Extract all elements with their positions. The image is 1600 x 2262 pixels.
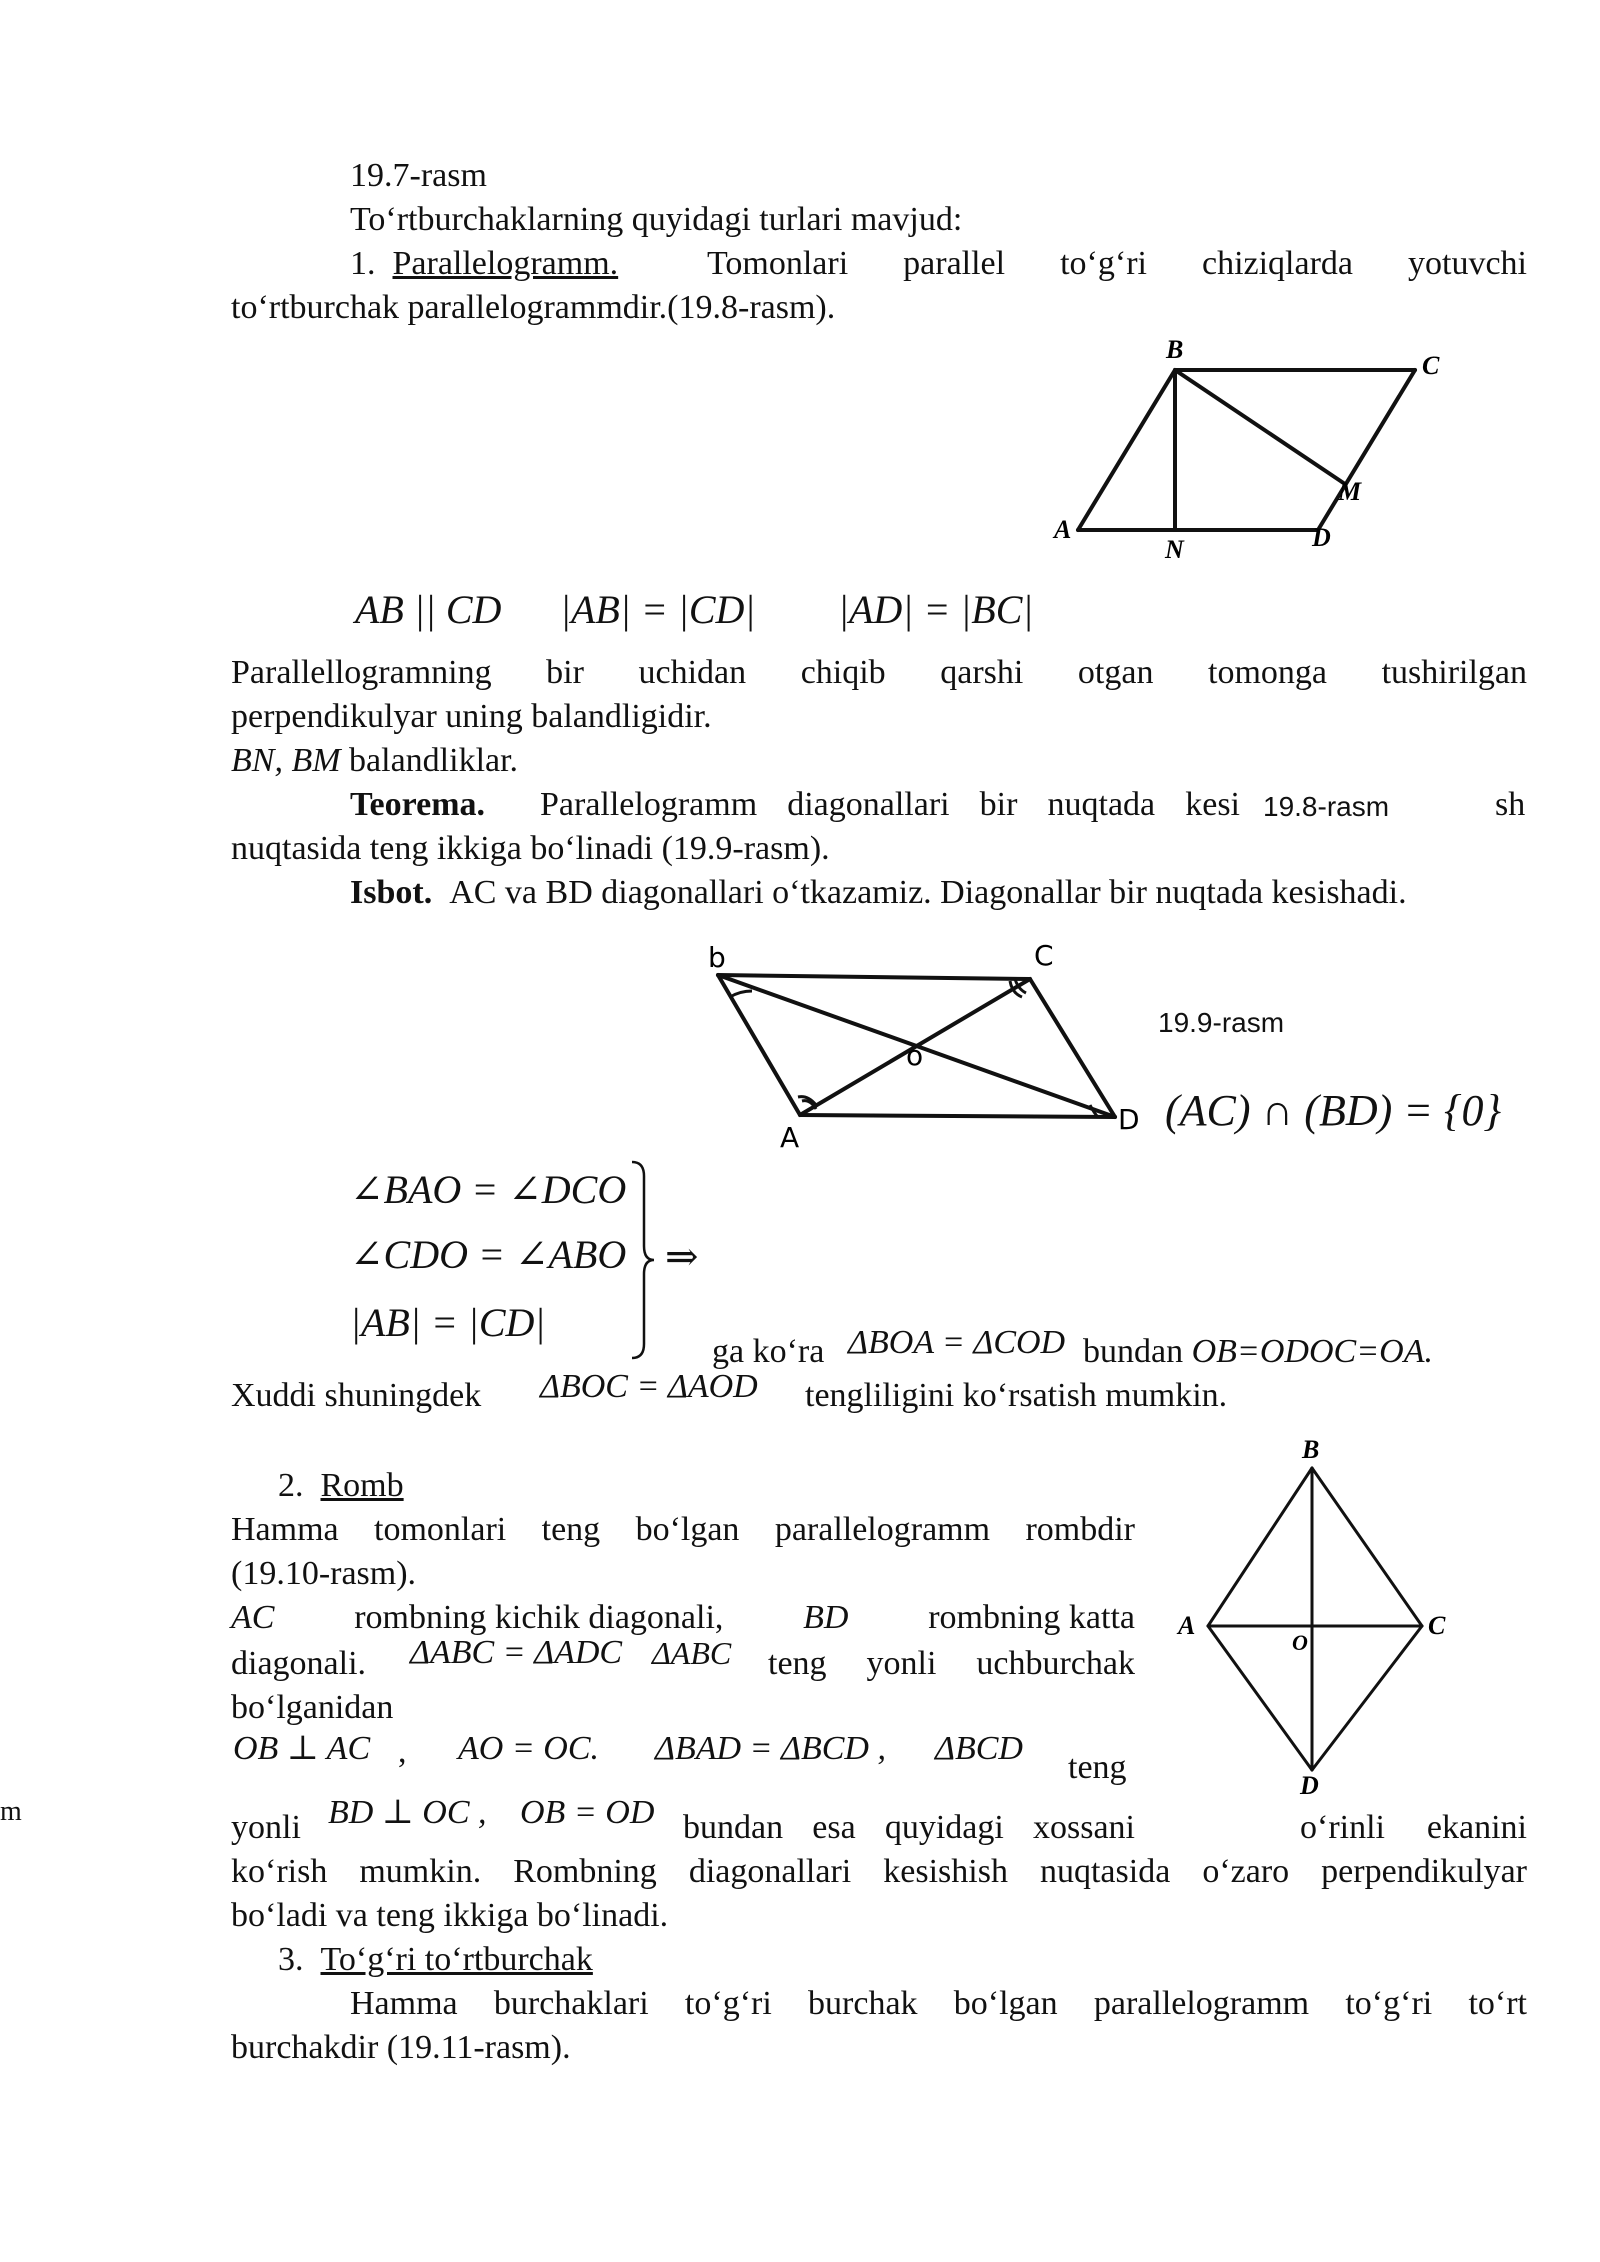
romb-small-diagonal-text: rombning kichik diagonali, <box>354 1599 724 1636</box>
formula-abc-eq-adc: ΔABC = ΔADC <box>410 1634 623 1671</box>
formula-ab-eq-cd: |AB| = |CD| <box>560 587 756 632</box>
height-definition-line-2: perpendikulyar uning balandligidir. <box>231 698 712 735</box>
item1-line <box>350 242 1527 286</box>
side-bc <box>1312 1468 1422 1626</box>
figure-caption-19-9: 19.9-rasm <box>1158 1007 1285 1038</box>
formula-angle-cdo-abo: ∠CDO = ∠ABO <box>350 1232 627 1277</box>
formula-bd-perp-oc: BD ⊥ OC , <box>328 1794 487 1831</box>
bundan-word: bundan <box>1083 1333 1184 1370</box>
orinli-text: o‘rinli ekanini <box>1300 1809 1527 1846</box>
side-cd <box>1030 979 1115 1117</box>
vertex-label-d: D <box>1118 1103 1140 1136</box>
bundan-esa-text: bundan esa quyidagi xossani <box>683 1809 1135 1846</box>
vertex-label-m: M <box>1338 477 1362 506</box>
theorem-text: Parallelogramm diagonallari bir nuqtada kesi <box>540 786 1240 823</box>
item2-title: Romb <box>320 1467 404 1504</box>
theorem-label: Teorema. <box>350 786 486 823</box>
formula-ob-eq-od: OB = OD <box>520 1794 655 1831</box>
theorem-cont: nuqtasida teng ikkiga bo‘linadi (19.9-rasm). <box>231 830 830 867</box>
height-definition-line-1: Parallellogramning bir uchidan chiqib qarshi otgan tomonga tushirilgan <box>231 654 1527 691</box>
vertex-label-c: C <box>1422 351 1440 380</box>
item1-cont: to‘rtburchak parallelogrammdir.(19.8-rasm). <box>231 289 836 326</box>
center-label-o: o <box>906 1039 924 1072</box>
center-label-o: O <box>1292 1630 1308 1655</box>
romb-line-2: (19.10-rasm). <box>231 1555 417 1592</box>
formula-ab-parallel-cd: AB || CD <box>355 587 502 632</box>
rect-line-1: Hamma burchaklari to‘g‘ri burchak bo‘lgan parallelogramm to‘g‘ri to‘rt <box>350 1985 1527 2022</box>
formula-abc: ΔABC <box>652 1635 732 1671</box>
romb-bd: BD <box>803 1599 849 1636</box>
formula-angle-bao-dco: ∠BAO = ∠DCO <box>350 1167 627 1212</box>
formula-bad-eq-bcd: ΔBAD = ΔBCD , <box>655 1730 886 1767</box>
ga-kora-text: ga ko‘ra <box>712 1333 825 1370</box>
side-cd <box>1312 1626 1422 1770</box>
romb-diagonal-word: diagonali. <box>231 1645 367 1682</box>
side-ab <box>1078 370 1175 530</box>
figure-caption-19-7: 19.7-rasm <box>350 157 487 194</box>
system-brace <box>630 1160 660 1360</box>
formula-boa-eq-cod: ΔBOA = ΔCOD <box>848 1324 1066 1361</box>
item2-heading <box>278 1464 404 1508</box>
vertex-label-a: A <box>1178 1611 1196 1640</box>
side-cd <box>1318 370 1415 530</box>
height-bm <box>1175 370 1345 484</box>
item3-title: To‘g‘ri to‘rtburchak <box>320 1941 593 1978</box>
implies-arrow: ⇒ <box>665 1234 699 1279</box>
item1-number: 1. <box>350 245 376 282</box>
vertex-label-a: A <box>780 1121 800 1154</box>
romb-large-diagonal-text: rombning katta <box>928 1599 1135 1636</box>
segments-equal: OB=ODOC=OA. <box>1191 1333 1433 1370</box>
item3-number: 3. <box>278 1941 304 1978</box>
formula-ad-eq-bc: |AD| = |BC| <box>838 587 1034 632</box>
rect-line-2: burchakdir (19.11-rasm). <box>231 2029 571 2066</box>
intro-line: To‘rtburchaklarning quyidagi turlari mavjud: <box>350 201 963 238</box>
item1-title: Parallelogramm. <box>392 245 619 282</box>
side-ad <box>800 1115 1115 1117</box>
xuddi-text: Xuddi shuningdek <box>231 1377 482 1414</box>
vertex-label-n: N <box>1165 535 1184 564</box>
figure-caption-19-8: 19.8-rasm <box>1263 791 1390 822</box>
heights-names: BN, BM <box>231 742 341 779</box>
romb-line-5: bo‘lganidan <box>231 1689 394 1726</box>
vertex-label-b: B <box>1166 335 1184 364</box>
teng-word: teng <box>1068 1749 1127 1786</box>
romb-line-8: bo‘ladi va teng ikkiga bo‘linadi. <box>231 1897 669 1934</box>
tengliligi-text: tengliligini ko‘rsatish mumkin. <box>805 1377 1228 1414</box>
romb-line-4-tail: teng yonli uchburchak <box>768 1645 1135 1682</box>
romb-ac: AC <box>231 1599 275 1636</box>
proof-line <box>350 871 1407 915</box>
side-bc <box>718 975 1030 979</box>
item3-heading <box>278 1938 593 1982</box>
proof-label: Isbot. <box>350 874 433 911</box>
vertex-label-c: C <box>1034 939 1054 972</box>
yonli-word: yonli <box>231 1809 301 1846</box>
proof-text: AC va BD diagonallari o‘tkazamiz. Diagonallar bir nuqtada kesishadi. <box>449 874 1407 911</box>
figure-19-8 <box>1040 330 1460 564</box>
formula-ao-eq-oc: AO = OC. <box>458 1730 599 1767</box>
formula-ab-eq-cd-abs: |AB| = |CD| <box>350 1300 546 1345</box>
bundan-text <box>1083 1330 1433 1374</box>
item1-rest: Tomonlari parallel to‘g‘ri chiziqlarda yotuvchi <box>707 245 1527 282</box>
formula-diagonals-intersect: (AC) ∩ (BD) = {0} <box>1165 1086 1502 1135</box>
comma-1: , <box>398 1733 407 1770</box>
theorem-tail: sh <box>1495 786 1526 823</box>
vertex-label-b: B <box>1302 1435 1320 1464</box>
vertex-label-a: A <box>1054 515 1072 544</box>
figure-19-10 <box>1170 1435 1470 1800</box>
margin-fragment: m <box>0 1796 22 1827</box>
vertex-label-b: b <box>708 941 726 974</box>
heights-line <box>231 739 518 783</box>
formula-ob-perp-ac: OB ⊥ AC <box>233 1730 371 1767</box>
vertex-label-d: D <box>1312 523 1331 552</box>
romb-line-7: ko‘rish mumkin. Rombning diagonallari kesishish nuqtasida o‘zaro perpendikulyar <box>231 1853 1527 1890</box>
side-ab <box>1208 1468 1312 1626</box>
formula-boc-eq-aod: ΔBOC = ΔAOD <box>540 1368 758 1405</box>
romb-line-1: Hamma tomonlari teng bo‘lgan parallelogramm rombdir <box>231 1511 1135 1548</box>
vertex-label-d: D <box>1300 1771 1319 1800</box>
formula-bcd: ΔBCD <box>935 1730 1023 1767</box>
vertex-label-c: C <box>1428 1611 1446 1640</box>
theorem-line <box>350 783 1240 827</box>
heights-word: balandliklar. <box>340 742 519 779</box>
item2-number: 2. <box>278 1467 304 1504</box>
figure-19-9 <box>700 935 1150 1165</box>
